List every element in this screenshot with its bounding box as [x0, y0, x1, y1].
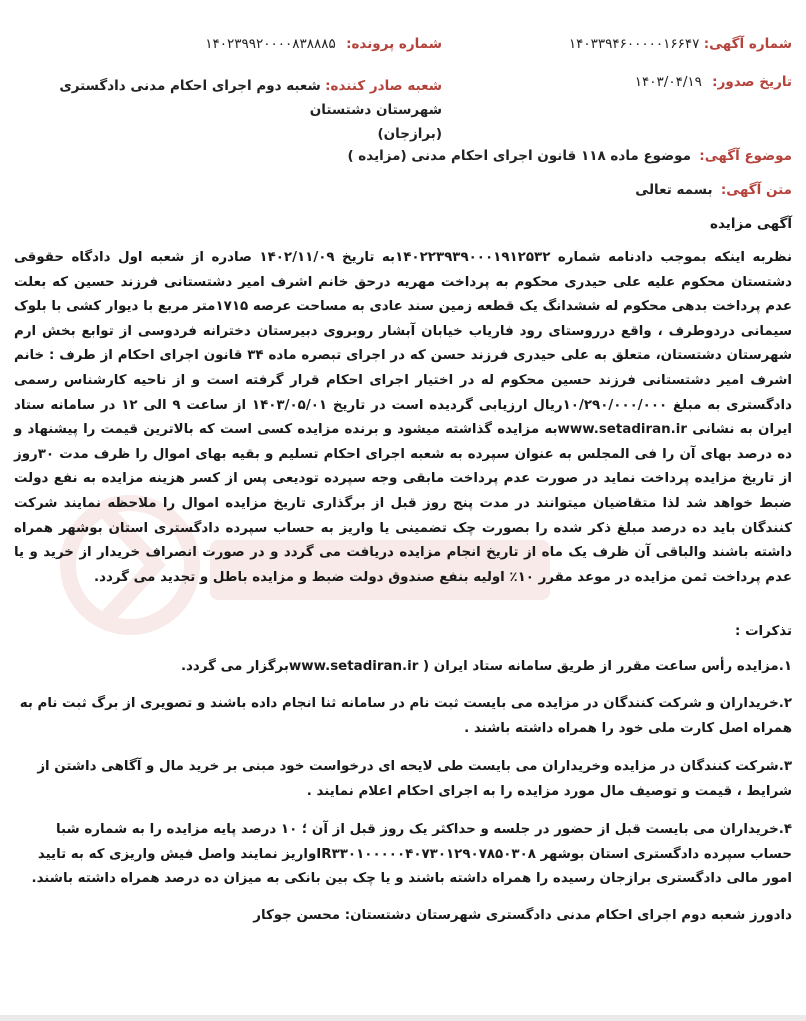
- notice-number-label: شماره آگهی:: [703, 36, 792, 52]
- notice-body: نظربه اینکه بموجب دادنامه شماره ۱۴۰۲۲۳۹۳۹۰۰۰۱۹۱۲۵۳۲به تاریخ ۱۴۰۲/۱۱/۰۹ صادره از شعبه اول دادگاه حقوقی دشتستان محکوم علیه علی حیدری محکوم به پرداخت مهریه درحق خانم اشرف امیر دشتستانی فرزند حسین که بعلت عدم پرداخت بدهی محکوم له ششدانگ یک قطعه زمین سند عادی به مساحت عرصه ۱۷۱۵متر مربع با دیوار کشی با بلوک سیمانی دردوطرف ، واقع درروستای رود فاریاب خیابان آبشار روبروی دبیرستان دخترانه فردوسی از توابع بخش ارم شهرستان دشتستان، متعلق به علی حیدری فرزند حسن که در اجرای تبصره ماده ۳۴ قانون اجرای احکام از طرف : خانم اشرف امیر دشتستانی فرزند حسین محکوم له در اختیار اجرای احکام قرار گرفته است و از ناحیه کارشناس رسمی دادگستری به مبلغ ۱۰/۲۹۰/۰۰۰/۰۰۰ریال ارزیابی گردیده است در تاریخ ۱۴۰۳/۰۵/۰۱ از ساعت ۹ الی ۱۲ در سامانه ستاد ایران به نشانی www.setadiran.irبه مزایده گذاشته میشود و برنده مزایده کسی است که بالاترین قیمت را پیشنهاد و ده درصد بهای آن را فی المجلس به عنوان سپرده به شعبه اجرای احکام تسلیم و بقیه بهای اموال را ظرف مدت ۳۰روز از تاریخ مزایده پرداخت نماید در صورت عدم پرداخت مابقی وجه سپرده تودیعی پس از کسر هزینه مزایده به نفع دولت ضبط خواهد شد لذا متقاضیان میتوانند در مدت پنج روز قبل از برگذاری تاریخ مزایده اموال را ملاحظه نمایند شرکت کنندگان باید ده درصد مبلغ ذکر شده را بصورت چک تضمینی یا واریز به حساب سپرده دادگستری استان بوشهر همراه داشته باشند والباقی آن ظرف یک ماه از تاریخ انجام مزایده دریافت می گردد و در صورت انصراف خریدار از خرید و یا عدم پرداخت ثمن مزایده در موعد مقرر ۱۰٪ اولیه بنفع صندوق دولت ضبط و مزایده باطل و تجدید می گردد.: [14, 250, 793, 585]
- subject-label: موضوع آگهی:: [699, 148, 792, 164]
- subject-row: [347, 148, 792, 164]
- text-intro-value: بسمه تعالی: [635, 182, 713, 198]
- note-item-3: ۳.شرکت کنندگان در مزایده وخریداران می بایست طی لایحه ای درخواست خود مبنی بر خرید مال و آگاهی داشتن از شرایط ، قیمت و توصیف مال مورد مزایده را به اجرای احکام اعلام نمایند .: [37, 759, 792, 799]
- notice-number-row: [569, 36, 792, 52]
- issuer-value: شعبه دوم اجرای احکام مدنی دادگستری شهرستان دشتستان: [59, 78, 442, 118]
- bottom-divider: [0, 1015, 806, 1021]
- case-number-label: شماره پرونده:: [346, 36, 442, 52]
- notes-title: تذکرات :: [735, 624, 792, 639]
- issuer-value-line2: (برازجان): [377, 126, 442, 142]
- note-item-1: ۱.مزایده رأس ساعت مقرر از طریق سامانه ستاد ایران ( www.setadiran.irبرگزار می گردد.: [180, 659, 792, 674]
- case-number-row: [205, 36, 442, 52]
- text-intro-row: [635, 182, 792, 198]
- issuer-row: [12, 74, 442, 146]
- issue-date-row: [635, 74, 792, 90]
- notice-title: آگهی مزایده: [710, 216, 792, 232]
- signature: دادورز شعبه دوم اجرای احکام مدنی دادگستری شهرستان دشتستان: محسن جوکار: [253, 908, 792, 923]
- issuer-label: شعبه صادر کننده:: [325, 78, 442, 94]
- note-item-2: ۲.خریداران و شرکت کنندگان در مزایده می بایست ثبت نام در سامانه ثنا انجام داده باشند و تصویری از برگ ثبت نام به همراه اصل کارت ملی خود را همراه داشته باشند .: [19, 696, 792, 736]
- subject-value: موضوع ماده ۱۱۸ قانون اجرای احکام مدنی (مزایده ): [347, 148, 691, 164]
- note-item-4: ۴.خریداران می بایست قبل از حضور در جلسه و حداکثر یک روز قبل از آن ؛ ۱۰ درصد پایه مزایده را به شماره شبا حساب سپرده دادگستری استان بوشهر IR۳۳۰۱۰۰۰۰۰۴۰۷۳۰۱۲۹۰۷۸۵۰۳۰۸واریز نمایند واصل فیش واریزی که به تایید امور مالی دادگستری برازجان رسیده را همراه داشته باشند و یا چک بین بانکی به میزان ده درصد همراه داشته باشند.: [31, 822, 792, 887]
- issue-date-value: ۱۴۰۳/۰۴/۱۹: [634, 74, 702, 90]
- issue-date-label: تاریخ صدور:: [712, 74, 792, 90]
- notice-number-value: ۱۴۰۳۳۹۴۶۰۰۰۰۰۱۶۶۴۷: [568, 36, 700, 52]
- text-intro-label: متن آگهی:: [720, 182, 792, 198]
- case-number-value: ۱۴۰۲۳۹۹۲۰۰۰۰۸۳۸۸۸۵: [205, 36, 336, 52]
